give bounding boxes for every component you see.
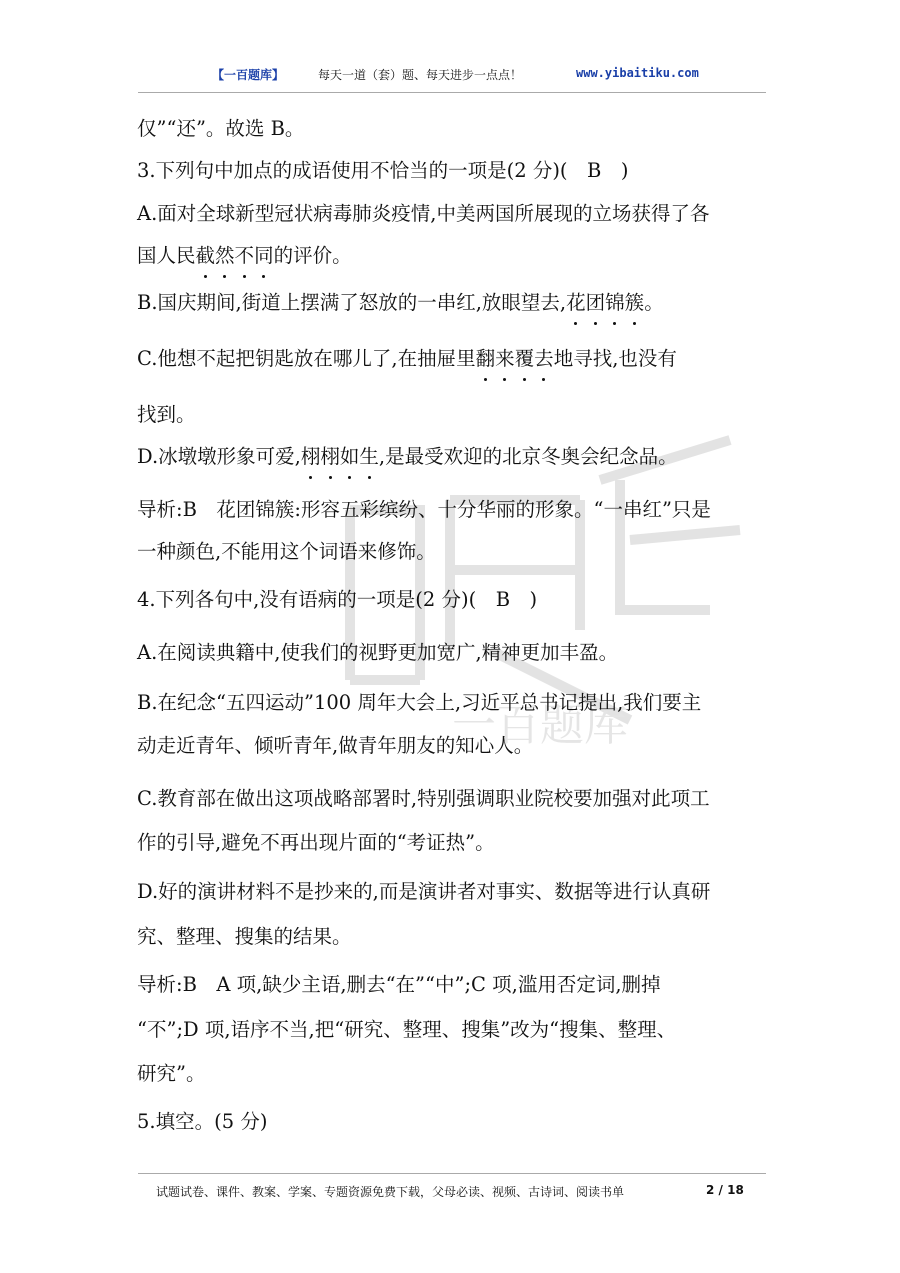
analysis-3-line2: 一种颜色,不能用这个词语来修饰。 (137, 540, 436, 563)
emphasized-char: 锦 (605, 286, 625, 320)
text-span: 国人民 (137, 244, 196, 267)
footer-text: 试题试卷、课件、教案、学案、专题资源免费下载，父母必读、视频、古诗词、阅读书单 (156, 1185, 625, 1199)
page-header (140, 58, 766, 88)
text-span: B.国庆期间,街道上摆满了怒放的一串红,放眼望去, (137, 291, 567, 314)
page-number: 2 / 18 (706, 1183, 744, 1197)
text-span: C.他想不起把钥匙放在哪儿了,在抽屉里 (137, 347, 476, 370)
option-c-line2: 找到。 (137, 403, 196, 426)
analysis-3-line1: 导析:B 花团锦簇:形容五彩缤纷、十分华丽的形象。“一串红”只是 (137, 498, 711, 521)
emphasized-char: 截 (196, 239, 216, 273)
analysis-4-line3: 研究”。 (137, 1062, 206, 1085)
question-5: 5.填空。(5 分) (137, 1110, 268, 1133)
emphasized-char: 然 (215, 239, 235, 273)
question-3: 3.下列句中加点的成语使用不恰当的一项是(2 分)( B ) (137, 159, 629, 182)
q4-option-b-line1: B.在纪念“五四运动”100 周年大会上,习近平总书记提出,我们要主 (137, 691, 702, 714)
header-divider (138, 92, 766, 93)
q4-option-b-line2: 动走近青年、倾听青年,做青年朋友的知心人。 (137, 734, 534, 757)
q4-option-c-line1: C.教育部在做出这项战略部署时,特别强调职业院校要加强对此项工 (137, 787, 710, 810)
option-a-line1: A.面对全球新型冠状病毒肺炎疫情,中美两国所展现的立场获得了各 (137, 202, 710, 225)
emphasized-char: 翻 (476, 342, 496, 376)
emphasized-char: 不 (235, 239, 255, 273)
text-span: D.冰墩墩形象可爱, (137, 445, 301, 468)
question-4: 4.下列各句中,没有语病的一项是(2 分)( B ) (137, 588, 538, 611)
emphasized-char: 团 (586, 286, 606, 320)
text-line: 仅”“还”。故选 B。 (137, 117, 305, 140)
emphasized-char: 覆 (515, 342, 535, 376)
emphasized-idiom (476, 347, 554, 370)
q4-option-a: A.在阅读典籍中,使我们的视野更加宽广,精神更加丰盈。 (137, 641, 619, 664)
analysis-4-line2: “不”;D 项,语序不当,把“研究、整理、搜集”改为“搜集、整理、 (137, 1018, 677, 1041)
emphasized-char: 如 (340, 440, 360, 474)
emphasized-char: 簇 (625, 286, 645, 320)
text-span: 的评价。 (273, 244, 352, 267)
emphasized-idiom (196, 244, 274, 267)
text-span: 地寻找,也没有 (553, 347, 677, 370)
watermark-text: 一百题库 (452, 700, 628, 750)
option-c-line1 (137, 342, 677, 376)
emphasized-char: 同 (254, 239, 274, 273)
analysis-4-line1: 导析:B A 项,缺少主语,删去“在”“中”;C 项,滥用否定词,删掉 (137, 973, 661, 996)
header-brand: 【一百题库】 (212, 68, 285, 82)
emphasized-char: 栩 (301, 440, 321, 474)
emphasized-idiom (301, 445, 379, 468)
emphasized-char: 栩 (320, 440, 340, 474)
header-slogan: 每天一道（套）题、每天进步一点点！ (318, 68, 523, 82)
emphasized-idiom (566, 291, 644, 314)
q4-option-c-line2: 作的引导,避免不再出现片面的“考证热”。 (137, 831, 495, 854)
text-span: ,是最受欢迎的北京冬奥会纪念品。 (378, 445, 678, 468)
option-b (137, 286, 664, 320)
header-url-link[interactable]: www.yibaitiku.com (576, 66, 699, 80)
emphasized-char: 来 (495, 342, 515, 376)
q4-option-d-line2: 究、整理、搜集的结果。 (137, 925, 352, 948)
option-d (137, 440, 678, 474)
text-span: 。 (644, 291, 664, 314)
emphasized-char: 去 (534, 342, 554, 376)
q4-option-d-line1: D.好的演讲材料不是抄来的,而是演讲者对事实、数据等进行认真研 (137, 880, 711, 903)
option-a-line2 (137, 239, 352, 273)
emphasized-char: 花 (566, 286, 586, 320)
emphasized-char: 生 (359, 440, 379, 474)
footer-divider (138, 1173, 766, 1174)
